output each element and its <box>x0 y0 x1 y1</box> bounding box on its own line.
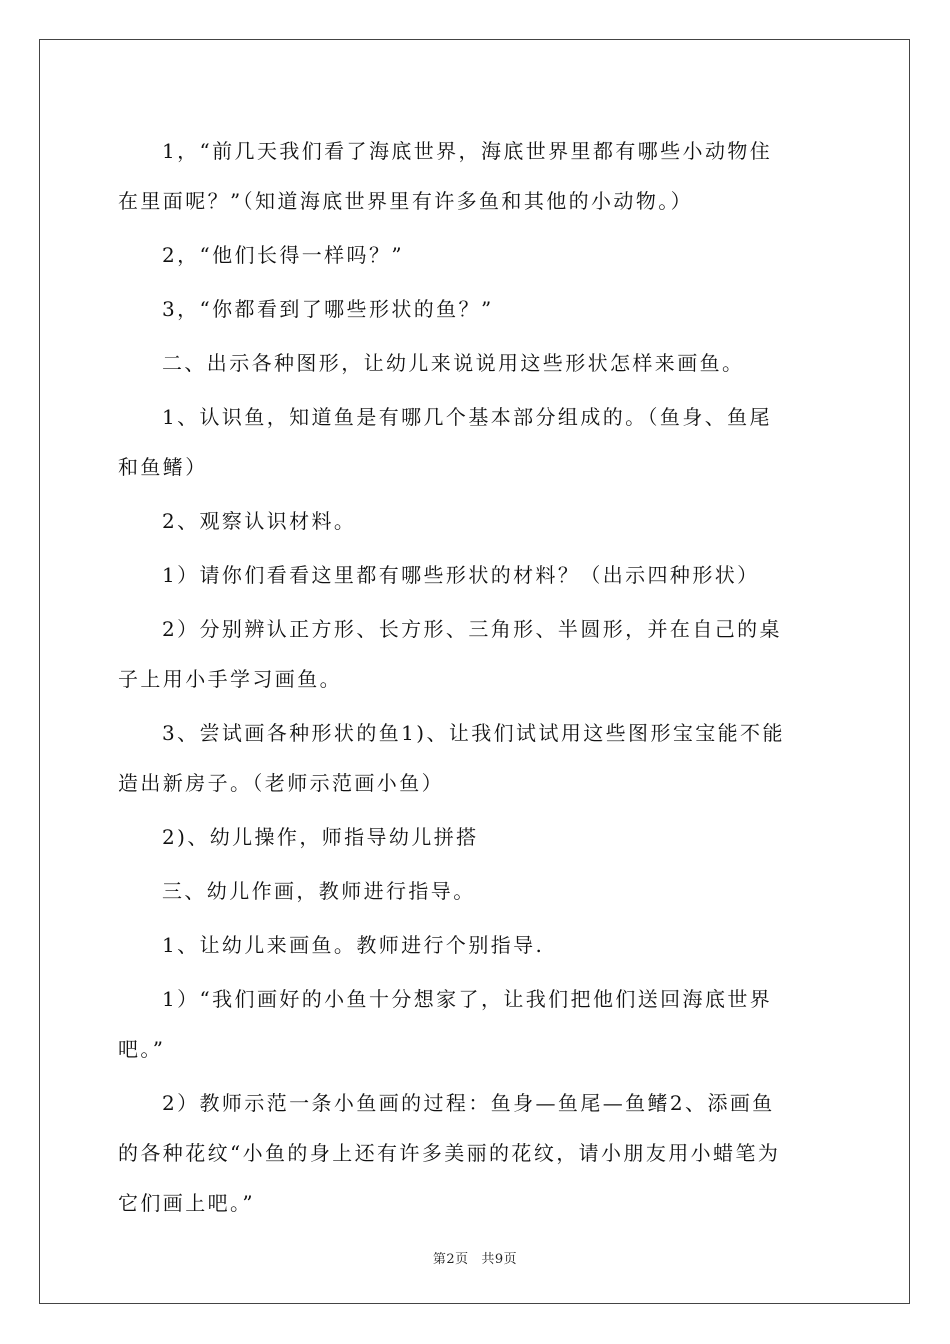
paragraph <box>118 284 838 334</box>
paragraph-line: 在里面呢？”（知道海底世界里有许多鱼和其他的小动物。） <box>118 189 694 213</box>
paragraph-line: 2）教师示范一条小鱼画的过程：鱼身—鱼尾—鱼鳍2、添画鱼 <box>162 1091 775 1115</box>
paragraph-line: 和鱼鳍） <box>118 455 208 479</box>
paragraph-line: 它们画上吧。” <box>118 1191 256 1215</box>
paragraph-line: 1、认识鱼，知道鱼是有哪几个基本部分组成的。（鱼身、鱼尾 <box>162 405 772 429</box>
paragraph-line: 吧。” <box>118 1037 166 1061</box>
paragraph-line: 1、让幼儿来画鱼。教师进行个别指导. <box>162 933 545 957</box>
paragraph-line: 1，“前几天我们看了海底世界，海底世界里都有哪些小动物住 <box>162 139 773 163</box>
paragraph-line: 的各种花纹“小鱼的身上还有许多美丽的花纹，请小朋友用小蜡笔为 <box>118 1141 781 1165</box>
document-body <box>118 126 838 1232</box>
paragraph <box>118 920 838 970</box>
paragraph <box>118 604 838 704</box>
paragraph-line: 子上用小手学习画鱼。 <box>118 667 342 691</box>
paragraph <box>118 812 838 862</box>
paragraph <box>118 1078 838 1228</box>
paragraph-line: 三、幼儿作画，教师进行指导。 <box>162 879 476 903</box>
paragraph-line: 2，“他们长得一样吗？” <box>162 243 404 267</box>
paragraph-line: 3、尝试画各种形状的鱼1)、让我们试试用这些图形宝宝能不能 <box>162 721 785 745</box>
paragraph <box>118 338 838 388</box>
paragraph <box>118 496 838 546</box>
paragraph-line: 3，“你都看到了哪些形状的鱼？” <box>162 297 494 321</box>
paragraph-line: 1）“我们画好的小鱼十分想家了，让我们把他们送回海底世界 <box>162 987 773 1011</box>
paragraph <box>118 550 838 600</box>
paragraph-line: 2）分别辨认正方形、长方形、三角形、半圆形，并在自己的桌 <box>162 617 782 641</box>
paragraph <box>118 126 838 226</box>
paragraph-line: 2)、幼儿操作，师指导幼儿拼搭 <box>162 825 479 849</box>
current-page-indicator: 第2页 <box>432 1252 469 1267</box>
paragraph-line: 2、观察认识材料。 <box>162 509 357 533</box>
paragraph <box>118 392 838 492</box>
paragraph-line: 造出新房子。（老师示范画小鱼） <box>118 771 444 795</box>
page-footer <box>0 1248 950 1267</box>
paragraph <box>118 974 838 1074</box>
paragraph-line: 1）请你们看看这里都有哪些形状的材料？（出示四种形状） <box>162 563 760 587</box>
paragraph <box>118 866 838 916</box>
paragraph <box>118 230 838 280</box>
paragraph <box>118 708 838 808</box>
paragraph-line: 二、出示各种图形，让幼儿来说说用这些形状怎样来画鱼。 <box>162 351 745 375</box>
total-pages-indicator: 共9页 <box>481 1252 518 1267</box>
